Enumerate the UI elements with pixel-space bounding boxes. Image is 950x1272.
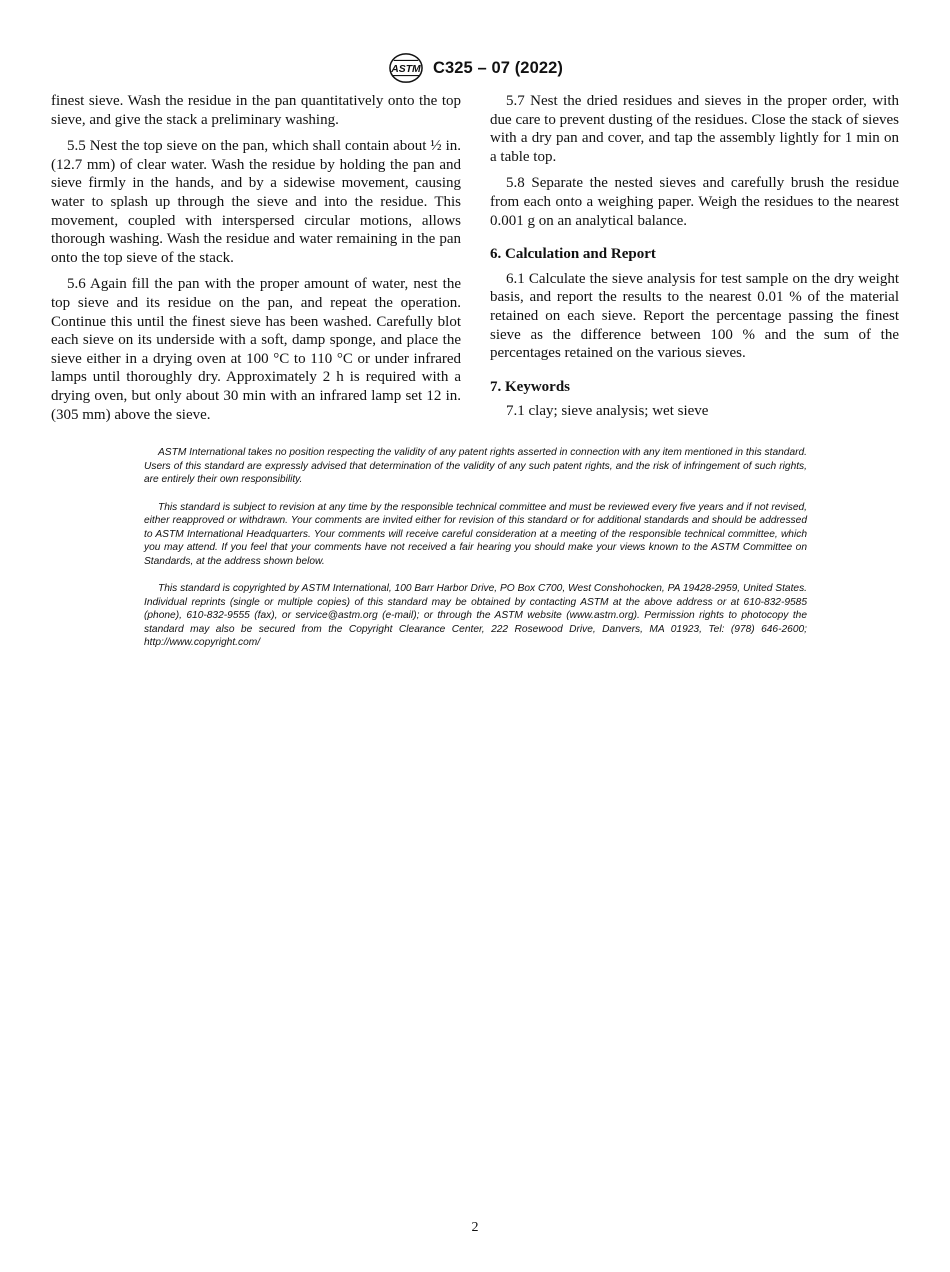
paragraph-7-1: 7.1 clay; sieve analysis; wet sieve <box>506 403 709 420</box>
standard-designation: C325 – 07 (2022) <box>432 58 564 77</box>
left-column <box>51 92 461 432</box>
paragraph-continued: finest sieve. Wash the residue in the pan quantitatively onto the top sieve, and give the stack a preliminary washing. <box>51 93 461 128</box>
paragraph-6-1: 6.1 Calculate the sieve analysis for test sample on the dry weight basis, and report the results to the nearest 0.01 % of the material retained on each sieve. Report the percentage passing the finest sieve as the difference between 100 % and the sum of the percentages retained on the various sieves. <box>490 270 899 362</box>
page-header <box>0 50 950 86</box>
section-6-heading: 6. Calculation and Report <box>490 246 656 263</box>
paragraph-5-8: 5.8 Separate the nested sieves and carefully brush the residue from each onto a weighing paper. Weigh the residues to the nearest 0.001 g on an analytical balance. <box>490 175 899 229</box>
paragraph-5-7: 5.7 Nest the dried residues and sieves in the proper order, with due care to prevent dusting of the residues. Close the stack of sieves with a dry pan and cover, and tap the assembly lightly for 1 min on a table top. <box>490 93 899 165</box>
patent-notice: ASTM International takes no position respecting the validity of any patent rights asserted in connection with any item mentioned in this standard. Users of this standard are expressly advised that determination of the validity of any such patent rights, and the risk of infringement of such rights, are entirely their own responsibility. <box>144 447 807 485</box>
section-7-heading: 7. Keywords <box>490 378 570 395</box>
legal-notices <box>144 446 807 664</box>
paragraph-5-5: 5.5 Nest the top sieve on the pan, which shall contain about ½ in. (12.7 mm) of clear water. Wash the residue by holding the pan and sieve firmly in the hands, and by a sidewise movement, causing water to splash up through the sieve and into the residue. This movement, coupled with interspersed circular motions, allows thorough washing. Wash the residue and water remaining in the pan onto the top sieve of the stack. <box>51 138 461 266</box>
page-number: 2 <box>471 1220 479 1235</box>
paragraph-5-6: 5.6 Again fill the pan with the proper amount of water, nest the top sieve and its residue on the pan, and repeat the operation. Continue this until the finest sieve has been washed. Carefully blot each sieve on its underside with a soft, damp sponge, and place the sieve either in a drying oven at 100 °C to 110 °C or under infrared lamps until thoroughly dry. Approximately 2 h is required with a drying oven, but only about 30 min with an infrared lamp set 12 in. (305 mm) above the sieve. <box>51 276 461 423</box>
copyright-notice: This standard is copyrighted by ASTM International, 100 Barr Harbor Drive, PO Box C700, West Conshohocken, PA 19428-2959, United States. Individual reprints (single or multiple copies) of this standard may be obtained by contacting ASTM at the above address or at 610-832-9585 (phone), 610-832-9555 (fax), or service@astm.org (e-mail); or through the ASTM website (www.astm.org). Permission rights to photocopy the standard may also be secured from the Copyright Clearance Center, 222 Rosewood Drive, Danvers, MA 01923, Tel: (978) 646-2600; http://www.copyright.com/ <box>144 583 807 648</box>
astm-logo-icon <box>387 51 425 85</box>
svg-text:ASTM: ASTM <box>391 63 421 75</box>
right-column <box>490 92 899 429</box>
revision-notice: This standard is subject to revision at any time by the responsible technical committee and must be reviewed every five years and if not revised, either reapproved or withdrawn. Your comments are invited either for revision of this standard or for additional standards and should be addressed to ASTM International Headquarters. Your comments will receive careful consideration at a meeting of the responsible technical committee, which you may attend. If you feel that your comments have not received a fair hearing you should make your views known to the ASTM Committee on Standards, at the address shown below. <box>144 501 807 567</box>
